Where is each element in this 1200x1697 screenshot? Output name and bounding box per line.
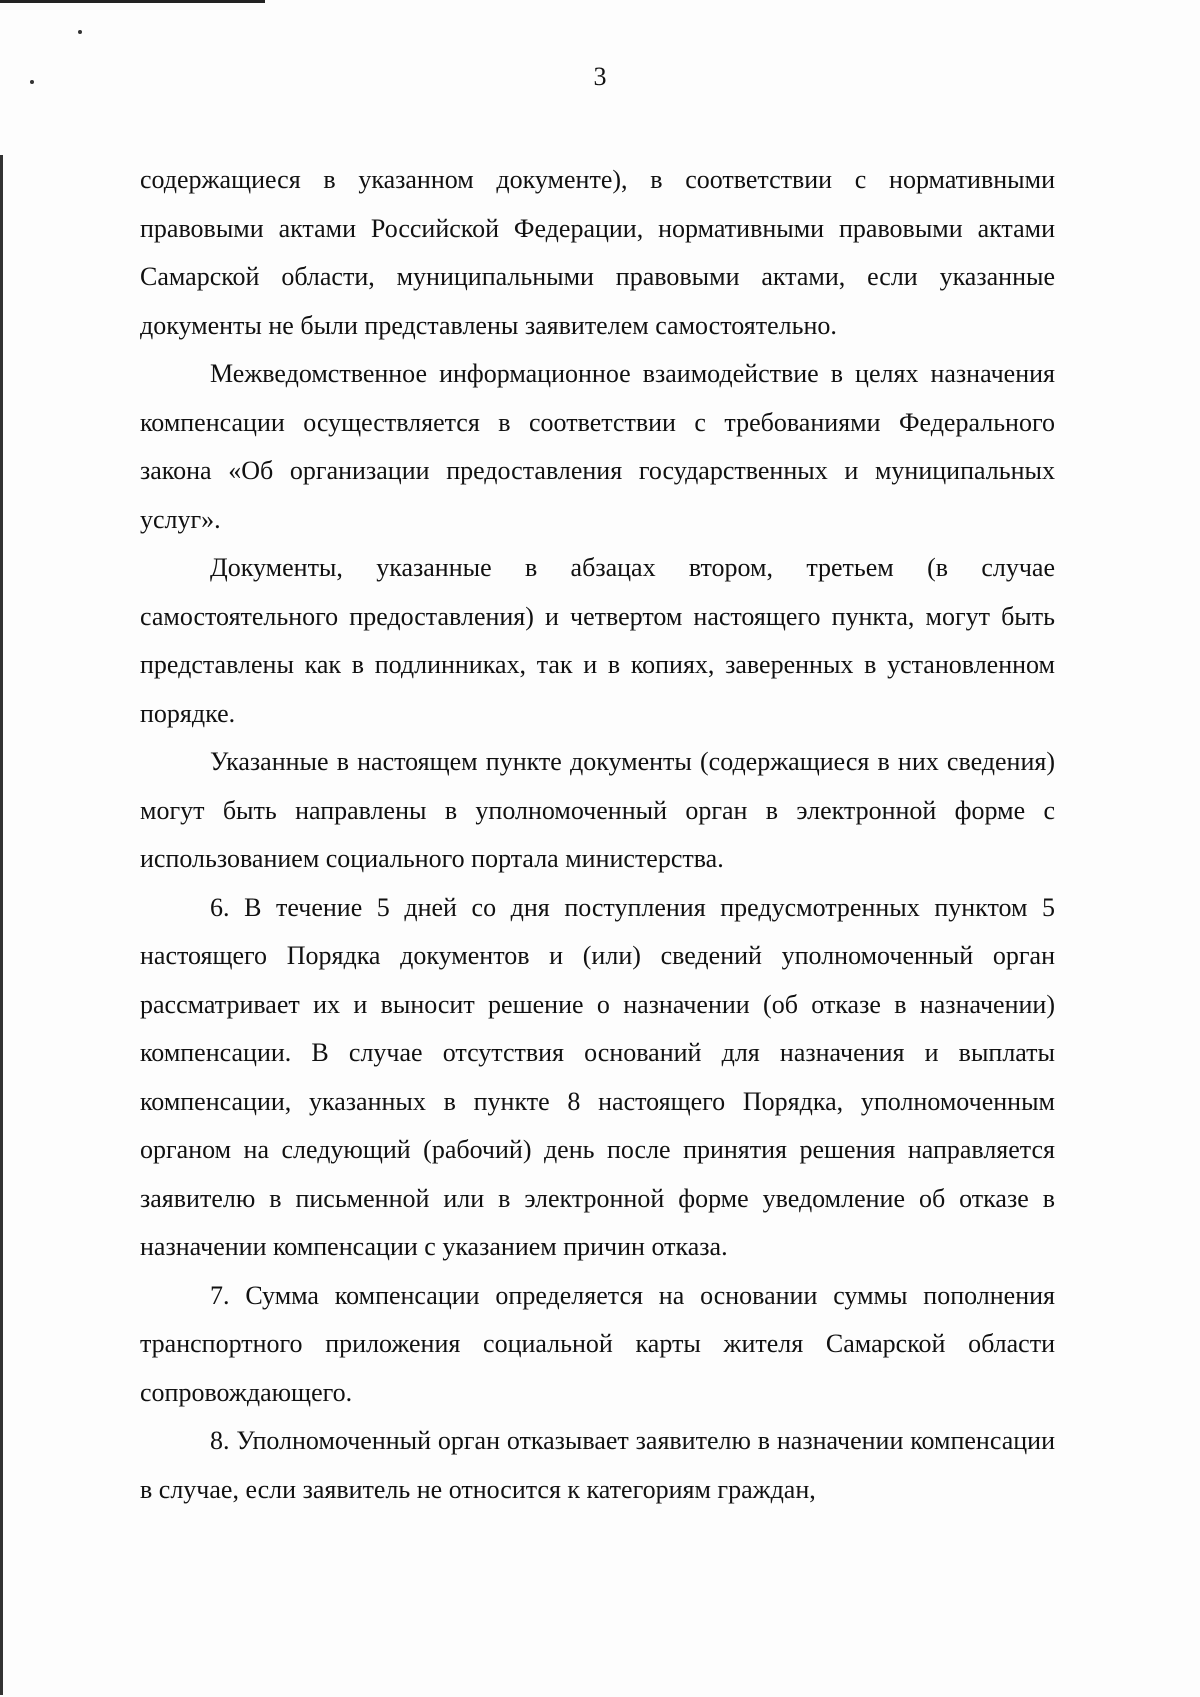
paragraph-section-6: 6. В течение 5 дней со дня поступления предусмотренных пунктом 5 настоящего Порядка документов и (или) сведений уполномоченный орган рассматривает их и выносит решение о назначении (об отказе в назначении) компенсации. В случае отсутствия оснований для назначения и выплаты компенсации, указанных в пункте 8 настоящего Порядка, уполномоченным органом на следующий (рабочий) день после принятия решения направляется заявителю в письменной или в электронной форме уведомление об отказе в назначении компенсации с указанием причин отказа.: [140, 892, 1055, 1261]
paragraph: Межведомственное информационное взаимодействие в целях назначения компенсации осуществляется в соответствии с требованиями Федерального закона «Об организации предоставления государственных и муниципальных услуг».: [140, 359, 1055, 534]
document-body: [140, 156, 1055, 1514]
paragraph: содержащиеся в указанном документе), в соответствии с нормативными правовыми актами Российской Федерации, нормативными правовыми актами Самарской области, муниципальными правовыми актами, если указанные документы не были представлены заявителем самостоятельно.: [140, 165, 1055, 340]
paragraph-section-7: 7. Сумма компенсации определяется на основании суммы пополнения транспортного приложения социальной карты жителя Самарской области сопровождающего.: [140, 1280, 1055, 1407]
page-number: 3: [593, 62, 607, 91]
paragraph-section-8: 8. Уполномоченный орган отказывает заявителю в назначении компенсации в случае, если заявитель не относится к категориям граждан,: [140, 1426, 1055, 1504]
paragraph: Документы, указанные в абзацах втором, третьем (в случае самостоятельного предоставления) и четвертом настоящего пункта, могут быть представлены как в подлинниках, так и в копиях, заверенных в установленном порядке.: [140, 553, 1055, 728]
scan-edge-mark-left: [0, 155, 3, 1695]
scan-edge-mark-top: [0, 0, 265, 3]
scan-speck: [78, 30, 82, 34]
paragraph: Указанные в настоящем пункте документы (содержащиеся в них сведения) могут быть направлены в уполномоченный орган в электронной форме с использованием социального портала министерства.: [140, 747, 1055, 873]
